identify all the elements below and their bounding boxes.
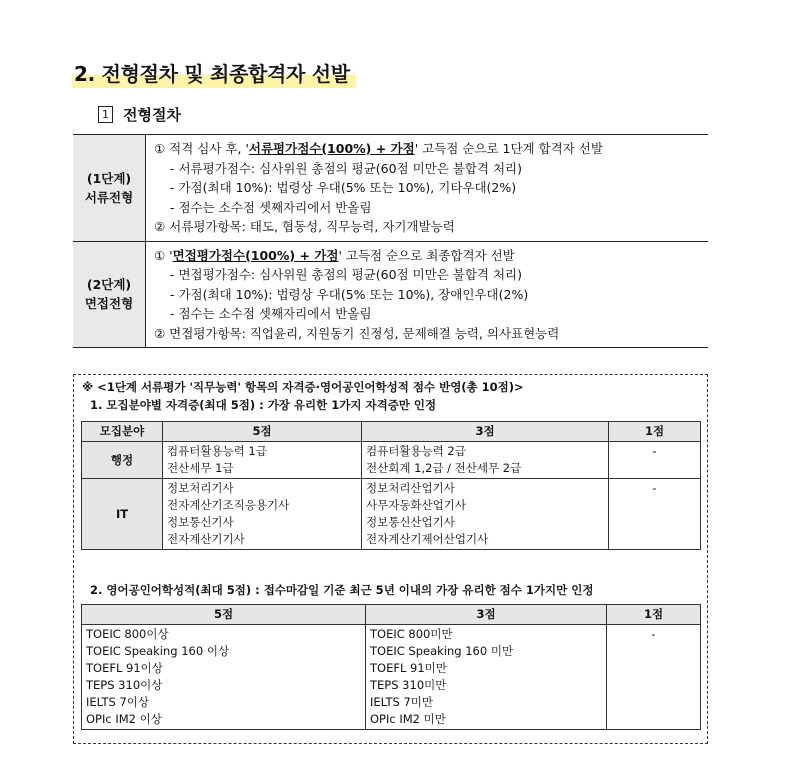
score-item: TOEFL 91미만 bbox=[370, 661, 447, 675]
stage-item: - 가점(최대 10%): 법령상 우대(5% 또는 10%), 기타우대(2%) bbox=[170, 180, 517, 195]
cell-3pt bbox=[362, 479, 609, 550]
emphasis-text: 서류평가점수(100%) + 가점 bbox=[248, 141, 415, 156]
cell-5pt bbox=[82, 625, 366, 730]
header-1pt: 1점 bbox=[607, 605, 701, 625]
header-3pt: 3점 bbox=[362, 422, 609, 442]
cert-item: 사무자동화산업기사 bbox=[366, 498, 466, 512]
stage-label-line2: 서류전형 bbox=[84, 189, 134, 205]
field-admin: 행정 bbox=[82, 442, 163, 479]
stage-row-2 bbox=[73, 241, 708, 348]
emphasis-text: 면접평가점수(100%) + 가점 bbox=[172, 247, 339, 263]
cell-1pt: - bbox=[609, 442, 701, 479]
stage-item: ① 적격 심사 후, '서류평가점수(100%) + 가점' 고득점 순으로 1단계 합격자 선발 bbox=[154, 141, 603, 156]
cert-item: 전자계산기조직응용기사 bbox=[167, 498, 290, 512]
section-heading: 2. 전형절차 및 최종합격자 선발 bbox=[72, 58, 356, 88]
header-1pt: 1점 bbox=[609, 422, 701, 442]
stage-item: - 면접평가점수: 심사위원 총점의 평균(60점 미만은 불합격 처리) bbox=[170, 267, 522, 282]
cell-3pt bbox=[366, 625, 607, 730]
stage-label-line1: (2단계) bbox=[86, 277, 132, 293]
header-3pt: 3점 bbox=[366, 605, 607, 625]
table-row bbox=[82, 479, 701, 550]
subheading-number-box: 1 bbox=[98, 106, 113, 123]
cert-item: 전산세무 1급 bbox=[167, 461, 234, 475]
stage-content bbox=[146, 241, 709, 348]
stage-label bbox=[73, 241, 146, 348]
score-item: OPIc IM2 이상 bbox=[86, 712, 162, 726]
certificate-section-title: 1. 모집분야별 자격증(최대 5점) : 가장 유리한 1가지 자격증만 인정 bbox=[90, 398, 437, 412]
stage-label-line1: (1단계) bbox=[86, 170, 132, 186]
score-item: OPIc IM2 미만 bbox=[370, 712, 446, 726]
stage-item: - 서류평가점수: 심사위원 총점의 평균(60점 미만은 불합격 처리) bbox=[170, 160, 522, 176]
header-5pt: 5점 bbox=[163, 422, 362, 442]
score-item: IELTS 7미만 bbox=[370, 695, 433, 709]
table-row bbox=[82, 442, 701, 479]
table-header-row bbox=[82, 422, 701, 442]
header-field: 모집분야 bbox=[82, 422, 163, 442]
cert-item: 정보통신산업기사 bbox=[366, 515, 455, 529]
cert-item: 정보처리기사 bbox=[167, 481, 234, 495]
score-item: IELTS 7이상 bbox=[86, 695, 149, 709]
cell-5pt bbox=[163, 442, 362, 479]
note-title: ※ <1단계 서류평가 '직무능력' 항목의 자격증·영어공인어학성적 점수 반영(총 10점)> bbox=[82, 380, 524, 394]
stage-item: ② 서류평가항목: 태도, 협동성, 직무능력, 자기개발능력 bbox=[154, 219, 455, 234]
score-item: TOEFL 91이상 bbox=[86, 661, 163, 675]
cert-item: 전자계산기기사 bbox=[167, 532, 245, 546]
cert-item: 정보통신기사 bbox=[167, 515, 234, 529]
score-item: TEPS 310이상 bbox=[86, 678, 163, 692]
subheading bbox=[98, 104, 181, 125]
stage-item: - 점수는 소수점 셋째자리에서 반올림 bbox=[170, 199, 372, 215]
stage-content bbox=[146, 135, 709, 242]
stage-label-line2: 면접전형 bbox=[84, 296, 134, 312]
cert-item: 전자계산기제어산업기사 bbox=[366, 532, 489, 546]
score-item: TOEIC Speaking 160 미만 bbox=[370, 644, 514, 658]
score-item: TOEIC 800미만 bbox=[370, 627, 453, 641]
stage-item: - 가점(최대 10%): 법령상 우대(5% 또는 10%), 장애인우대(2%) bbox=[170, 286, 529, 302]
language-section-title: 2. 영어공인어학성적(최대 5점) : 접수마감일 기준 최근 5년 이내의 가장 유리한 점수 1가지만 인정 bbox=[90, 583, 594, 597]
stage-item: ① '면접평가점수(100%) + 가점' 고득점 순으로 최종합격자 선발 bbox=[154, 247, 515, 263]
cert-item: 정보처리산업기사 bbox=[366, 481, 455, 495]
stage-row-1 bbox=[73, 135, 708, 242]
cert-item: 컴퓨터활용능력 2급 bbox=[366, 444, 466, 458]
stage-item: ② 면접평가항목: 직업윤리, 지원동기 진정성, 문제해결 능력, 의사표현능력 bbox=[154, 325, 560, 341]
stage-label bbox=[73, 135, 146, 242]
table-header-row bbox=[82, 605, 701, 625]
cell-1pt: - bbox=[607, 625, 701, 730]
header-5pt: 5점 bbox=[82, 605, 366, 625]
cert-item: 컴퓨터활용능력 1급 bbox=[167, 444, 267, 458]
cert-item: 전산회계 1,2급 / 전산세무 2급 bbox=[366, 461, 522, 475]
subheading-text: 전형절차 bbox=[123, 106, 181, 124]
score-item: TEPS 310미만 bbox=[370, 678, 447, 692]
cell-1pt: - bbox=[609, 479, 701, 550]
stage-item: - 점수는 소수점 셋째자리에서 반올림 bbox=[170, 306, 372, 321]
table-row bbox=[82, 625, 701, 730]
cell-5pt bbox=[163, 479, 362, 550]
score-item: TOEIC Speaking 160 이상 bbox=[86, 644, 230, 658]
score-item: TOEIC 800이상 bbox=[86, 627, 169, 641]
language-score-table bbox=[81, 604, 701, 730]
cell-3pt bbox=[362, 442, 609, 479]
certificate-table bbox=[81, 421, 701, 550]
screening-procedure-table bbox=[73, 134, 708, 348]
field-it: IT bbox=[82, 479, 163, 550]
